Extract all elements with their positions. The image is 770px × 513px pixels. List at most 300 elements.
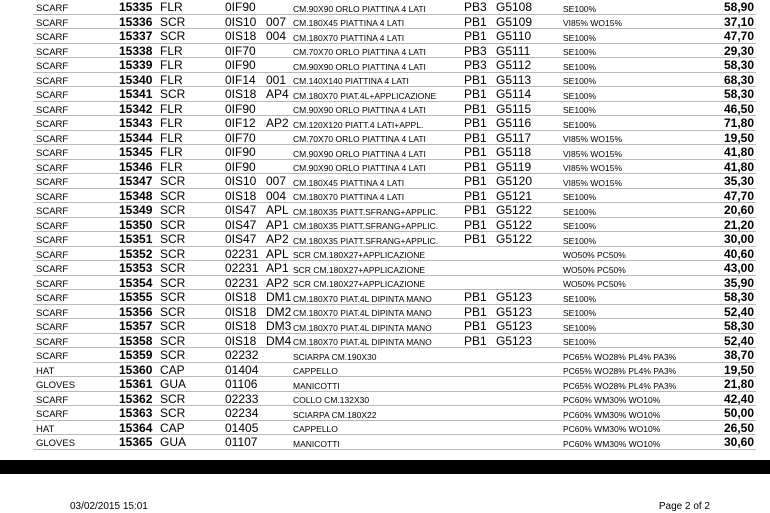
type-cell: SCR (160, 217, 186, 232)
description-cell: CM.180X70 PIAT.4L DIPINTA MANO (293, 293, 432, 304)
pb-code-cell: PB1 (464, 203, 487, 217)
variant-cell: AP2 (266, 275, 289, 290)
type-cell: SCR (160, 261, 186, 275)
price-cell: 58,90 (723, 0, 754, 14)
type-cell: SCR (160, 333, 186, 348)
item-number-cell: 15356 (119, 304, 153, 319)
type-cell: CAP (160, 420, 185, 435)
composition-cell: SE100% (563, 221, 597, 231)
description-cell: CAPPELLO (293, 366, 338, 376)
price-cell: 41,80 (723, 159, 754, 174)
composition-cell: SE100% (563, 61, 597, 72)
type-cell: SCR (160, 304, 186, 319)
pb-code-cell: PB1 (464, 145, 487, 159)
category-cell: SCARF (36, 3, 69, 14)
type-cell: FLR (160, 116, 183, 130)
variant-cell: 004 (266, 188, 287, 203)
type-cell: SCR (160, 246, 186, 261)
variant-cell: AP4 (266, 87, 289, 101)
model-code-cell: 0IF70 (225, 43, 256, 58)
variant-cell: AP2 (266, 232, 289, 246)
table-row (0, 435, 770, 450)
composition-cell: SE100% (563, 105, 597, 115)
description-cell: CM.180X45 PIATTINA 4 LATI (293, 18, 405, 28)
page-divider (0, 460, 770, 474)
table-row (0, 116, 770, 131)
type-cell: FLR (160, 0, 183, 14)
item-number-cell: 15350 (119, 217, 153, 232)
variant-cell: DM4 (266, 333, 292, 348)
g-code-cell: G5123 (496, 290, 533, 304)
type-cell: SCR (160, 29, 186, 43)
type-cell: FLR (160, 43, 183, 58)
variant-cell: 004 (266, 29, 287, 43)
composition-cell: PC65% WO28% PL4% PA3% (563, 351, 677, 362)
description-cell: CM.90X90 ORLO PIATTINA 4 LATI (293, 163, 426, 173)
description-cell: CM.90X90 ORLO PIATTINA 4 LATI (293, 105, 426, 115)
pb-code-cell: PB3 (464, 43, 487, 58)
pb-code-cell: PB1 (464, 333, 487, 348)
model-code-cell: 0IF90 (225, 145, 256, 159)
g-code-cell: G5119 (496, 159, 532, 174)
description-cell: CM.180X70 PIATTINA 4 LATI (293, 32, 405, 43)
model-code-cell: 02231 (225, 275, 259, 290)
pb-code-cell: PB1 (464, 14, 487, 29)
item-number-cell: 15362 (119, 391, 153, 406)
price-cell: 37,10 (723, 14, 754, 29)
price-cell: 30,00 (723, 232, 754, 246)
composition-cell: PC60% WM30% WO10% (563, 438, 661, 449)
pb-code-cell: PB1 (464, 217, 487, 232)
type-cell: FLR (160, 130, 183, 145)
item-number-cell: 15358 (119, 333, 153, 348)
g-code-cell: G5117 (496, 130, 532, 145)
category-cell: SCARF (36, 148, 69, 159)
item-number-cell: 15361 (119, 377, 153, 391)
price-cell: 19,50 (723, 362, 754, 377)
pb-code-cell: PB1 (464, 87, 487, 101)
item-number-cell: 15365 (119, 435, 153, 449)
category-cell: SCARF (36, 61, 69, 72)
model-code-cell: 0IS10 (225, 14, 257, 29)
variant-cell: DM1 (266, 290, 292, 304)
variant-cell: DM3 (266, 319, 292, 333)
composition-cell: VI85% WO15% (563, 134, 623, 144)
composition-cell: PC65% WO28% PL4% PA3% (563, 380, 677, 391)
type-cell: SCR (160, 319, 186, 333)
item-number-cell: 15352 (119, 246, 153, 261)
description-cell: CM.180X70 PIAT.4L DIPINTA MANO (293, 308, 432, 318)
price-cell: 50,00 (723, 406, 754, 420)
composition-cell: SE100% (563, 235, 597, 246)
table-row (0, 406, 770, 421)
item-number-cell: 15347 (119, 174, 153, 188)
composition-cell: SE100% (563, 308, 597, 318)
model-code-cell: 0IS18 (225, 87, 257, 101)
variant-cell: AP2 (266, 116, 289, 130)
category-cell: SCARF (36, 264, 69, 275)
description-cell: SCR CM.180X27+APPLICAZIONE (293, 250, 426, 260)
description-cell: SCR CM.180X27+APPLICAZIONE (293, 279, 426, 289)
table-row (0, 174, 770, 189)
description-cell: SCIARPA CM.190X30 (293, 351, 377, 362)
composition-cell: SE100% (563, 322, 597, 333)
pb-code-cell: PB1 (464, 290, 487, 304)
model-code-cell: 01404 (225, 362, 259, 377)
table-row (0, 247, 770, 262)
model-code-cell: 01405 (225, 420, 259, 435)
variant-cell: 007 (266, 174, 287, 188)
composition-cell: SE100% (563, 293, 597, 304)
table-row (0, 276, 770, 291)
g-code-cell: G5112 (496, 58, 532, 72)
table-row (0, 261, 770, 276)
price-cell: 47,70 (723, 188, 754, 203)
category-cell: SCARF (36, 133, 69, 145)
description-cell: CM.70X70 ORLO PIATTINA 4 LATI (293, 47, 426, 57)
composition-cell: PC60% WM30% WO10% (563, 409, 661, 420)
composition-cell: SE100% (563, 119, 597, 130)
table-row (0, 29, 770, 44)
table-row (0, 305, 770, 320)
model-code-cell: 0IS47 (225, 217, 257, 232)
description-cell: CM.90X90 ORLO PIATTINA 4 LATI (293, 61, 426, 72)
composition-cell: VI85% WO15% (563, 18, 623, 28)
category-cell: SCARF (36, 32, 69, 43)
table-row (0, 203, 770, 218)
composition-cell: WO50% PC50% (563, 264, 626, 275)
category-cell: GLOVES (36, 380, 76, 391)
category-cell: SCARF (36, 191, 69, 203)
item-number-cell: 15346 (119, 159, 153, 174)
table-row (0, 160, 770, 175)
model-code-cell: 0IS47 (225, 203, 257, 217)
table-row (0, 44, 770, 59)
category-cell: SCARF (36, 90, 69, 101)
price-cell: 46,50 (723, 101, 754, 116)
model-code-cell: 0IF90 (225, 101, 256, 116)
item-number-cell: 15335 (119, 0, 153, 14)
category-cell: SCARF (36, 307, 69, 319)
pb-code-cell: PB1 (464, 101, 487, 116)
model-code-cell: 0IS18 (225, 188, 257, 203)
category-cell: SCARF (36, 249, 69, 261)
model-code-cell: 02231 (225, 246, 259, 261)
pb-code-cell: PB1 (464, 159, 487, 174)
category-cell: SCARF (36, 220, 69, 232)
item-number-cell: 15342 (119, 101, 153, 116)
description-cell: CM.90X90 ORLO PIATTINA 4 LATI (293, 148, 426, 159)
g-code-cell: G5115 (496, 101, 532, 116)
price-cell: 58,30 (723, 87, 754, 101)
description-cell: CAPPELLO (293, 424, 338, 434)
description-cell: CM.180X35 PIATT.SFRANG+APPLIC. (293, 206, 439, 217)
item-number-cell: 15336 (119, 14, 153, 29)
table-row (0, 319, 770, 334)
model-code-cell: 0IS18 (225, 304, 257, 319)
table-row (0, 232, 770, 247)
price-cell: 58,30 (723, 319, 754, 333)
price-cell: 26,50 (723, 420, 754, 435)
model-code-cell: 0IS18 (225, 290, 257, 304)
variant-cell: AP1 (266, 261, 289, 275)
model-code-cell: 01106 (225, 377, 258, 391)
item-number-cell: 15340 (119, 72, 153, 87)
model-code-cell: 0IF14 (225, 72, 256, 87)
category-cell: SCARF (36, 293, 69, 304)
table-row (0, 15, 770, 30)
description-cell: CM.180X35 PIATT.SFRANG+APPLIC. (293, 221, 439, 231)
type-cell: SCR (160, 203, 186, 217)
category-cell: SCARF (36, 119, 69, 130)
type-cell: FLR (160, 72, 183, 87)
composition-cell: VI85% WO15% (563, 177, 623, 188)
pb-code-cell: PB1 (464, 304, 487, 319)
item-number-cell: 15364 (119, 420, 153, 435)
composition-cell: SE100% (563, 32, 597, 43)
model-code-cell: 0IF90 (225, 0, 256, 14)
table-row (0, 0, 770, 15)
composition-cell: SE100% (563, 192, 597, 202)
pb-code-cell: PB1 (464, 174, 487, 188)
variant-cell: APL (266, 203, 289, 217)
model-code-cell: 0IF90 (225, 58, 256, 72)
variant-cell: DM2 (266, 304, 292, 319)
item-number-cell: 15344 (119, 130, 153, 145)
pb-code-cell: PB1 (464, 232, 487, 246)
type-cell: FLR (160, 159, 183, 174)
item-number-cell: 15363 (119, 406, 153, 420)
price-cell: 52,40 (723, 304, 754, 319)
price-cell: 58,30 (723, 290, 754, 304)
category-cell: HAT (36, 423, 55, 435)
pb-code-cell: PB1 (464, 319, 487, 333)
price-cell: 21,80 (723, 377, 754, 391)
description-cell: COLLO CM.132X30 (293, 395, 370, 405)
category-cell: SCARF (36, 322, 69, 333)
item-number-cell: 15338 (119, 43, 153, 58)
type-cell: FLR (160, 145, 183, 159)
model-code-cell: 02232 (225, 348, 259, 362)
category-cell: HAT (36, 365, 55, 377)
table-row (0, 73, 770, 88)
model-code-cell: 02233 (225, 391, 259, 406)
table-row (0, 363, 770, 378)
variant-cell: APL (266, 246, 289, 261)
price-cell: 21,20 (723, 217, 754, 232)
category-cell: SCARF (36, 351, 69, 362)
model-code-cell: 0IF90 (225, 159, 256, 174)
pb-code-cell: PB1 (464, 29, 487, 43)
g-code-cell: G5123 (496, 304, 533, 319)
description-cell: CM.180X45 PIATTINA 4 LATI (293, 177, 405, 188)
g-code-cell: G5122 (496, 232, 533, 246)
pb-code-cell: PB3 (464, 58, 487, 72)
type-cell: SCR (160, 290, 186, 304)
item-number-cell: 15337 (119, 29, 153, 43)
description-cell: SCR CM.180X27+APPLICAZIONE (293, 264, 426, 275)
category-cell: SCARF (36, 394, 69, 406)
item-number-cell: 15354 (119, 275, 153, 290)
price-cell: 71,80 (723, 116, 754, 130)
item-number-cell: 15345 (119, 145, 153, 159)
category-cell: SCARF (36, 46, 69, 58)
category-cell: SCARF (36, 104, 69, 116)
g-code-cell: G5108 (496, 0, 533, 14)
model-code-cell: 0IF12 (225, 116, 256, 130)
item-number-cell: 15349 (119, 203, 153, 217)
model-code-cell: 0IF70 (225, 130, 256, 145)
category-cell: SCARF (36, 75, 69, 87)
description-cell: CM.180X70 PIAT.4L DIPINTA MANO (293, 337, 432, 347)
category-cell: SCARF (36, 278, 69, 290)
price-cell: 58,30 (723, 58, 754, 72)
type-cell: SCR (160, 232, 186, 246)
pb-code-cell: PB1 (464, 72, 487, 87)
g-code-cell: G5109 (496, 14, 533, 29)
composition-cell: WO50% PC50% (563, 250, 626, 260)
description-cell: CM.180X35 PIATT.SFRANG+APPLIC. (293, 235, 439, 246)
type-cell: SCR (160, 275, 186, 290)
pb-code-cell: PB3 (464, 0, 487, 14)
price-cell: 43,00 (723, 261, 754, 275)
item-number-cell: 15359 (119, 348, 153, 362)
g-code-cell: G5123 (496, 319, 533, 333)
type-cell: SCR (160, 87, 186, 101)
item-number-cell: 15341 (119, 87, 153, 101)
g-code-cell: G5114 (496, 87, 532, 101)
composition-cell: PC60% WM30% WO10% (563, 424, 661, 434)
g-code-cell: G5116 (496, 116, 532, 130)
model-code-cell: 0IS10 (225, 174, 257, 188)
variant-cell: AP1 (266, 217, 289, 232)
description-cell: SCIARPA CM.180X22 (293, 409, 377, 420)
price-cell: 35,30 (723, 174, 754, 188)
type-cell: CAP (160, 362, 185, 377)
composition-cell: SE100% (563, 47, 597, 57)
price-cell: 41,80 (723, 145, 754, 159)
g-code-cell: G5122 (496, 217, 533, 232)
composition-cell: WO50% PC50% (563, 279, 626, 289)
page-number: Page 2 of 2 (658, 501, 710, 512)
price-cell: 35,90 (723, 275, 754, 290)
table-row (0, 218, 770, 233)
type-cell: SCR (160, 406, 186, 420)
type-cell: GUA (160, 377, 187, 391)
category-cell: SCARF (36, 177, 69, 188)
table-row (0, 392, 770, 407)
price-cell: 20,60 (723, 203, 754, 217)
item-number-cell: 15348 (119, 188, 153, 203)
type-cell: SCR (160, 188, 186, 203)
item-number-cell: 15357 (119, 319, 153, 333)
description-cell: CM.180X70 PIAT.4L+APPLICAZIONE (293, 90, 437, 101)
type-cell: SCR (160, 14, 186, 29)
page-footer (0, 474, 770, 513)
table-row (0, 290, 770, 305)
type-cell: SCR (160, 174, 186, 188)
table-row (0, 102, 770, 117)
g-code-cell: G5113 (496, 72, 532, 87)
g-code-cell: G5118 (496, 145, 532, 159)
item-number-cell: 15339 (119, 58, 153, 72)
description-cell: CM.140X140 PIATTINA 4 LATI (293, 76, 409, 86)
table-row (0, 189, 770, 204)
price-cell: 47,70 (723, 29, 754, 43)
type-cell: FLR (160, 101, 183, 116)
table-row (0, 87, 770, 102)
description-cell: MANICOTTI (293, 380, 340, 391)
g-code-cell: G5120 (496, 174, 533, 188)
description-cell: CM.90X90 ORLO PIATTINA 4 LATI (293, 3, 426, 14)
table-row (0, 58, 770, 73)
composition-cell: PC65% WO28% PL4% PA3% (563, 366, 677, 376)
type-cell: FLR (160, 58, 183, 72)
model-code-cell: 0IS18 (225, 319, 257, 333)
price-cell: 30,60 (723, 435, 754, 449)
price-cell: 40,60 (723, 246, 754, 261)
model-code-cell: 0IS18 (225, 29, 257, 43)
variant-cell: 001 (266, 72, 287, 87)
composition-cell: SE100% (563, 337, 597, 347)
table-row (0, 145, 770, 160)
g-code-cell: G5110 (496, 29, 532, 43)
g-code-cell: G5123 (496, 333, 533, 348)
pb-code-cell: PB1 (464, 188, 487, 203)
item-number-cell: 15343 (119, 116, 153, 130)
item-number-cell: 15353 (119, 261, 153, 275)
model-code-cell: 0IS18 (225, 333, 257, 348)
description-cell: CM.180X70 PIATTINA 4 LATI (293, 192, 405, 202)
type-cell: SCR (160, 348, 186, 362)
model-code-cell: 0IS47 (225, 232, 257, 246)
description-cell: CM.180X70 PIAT.4L DIPINTA MANO (293, 322, 432, 333)
g-code-cell: G5121 (496, 188, 533, 203)
price-cell: 68,30 (723, 72, 754, 87)
composition-cell: VI85% WO15% (563, 148, 623, 159)
item-number-cell: 15360 (119, 362, 153, 377)
table-row (0, 421, 770, 436)
pb-code-cell: PB1 (464, 130, 487, 145)
category-cell: SCARF (36, 235, 69, 246)
table-row (0, 334, 770, 349)
price-cell: 52,40 (723, 333, 754, 348)
model-code-cell: 01107 (225, 435, 258, 449)
composition-cell: SE100% (563, 90, 597, 101)
price-cell: 19,50 (723, 130, 754, 145)
table-row (0, 348, 770, 363)
category-cell: GLOVES (36, 438, 76, 449)
category-cell: SCARF (36, 162, 69, 174)
category-cell: SCARF (36, 17, 69, 29)
model-code-cell: 02231 (225, 261, 259, 275)
variant-cell: 007 (266, 14, 287, 29)
g-code-cell: G5111 (496, 43, 531, 58)
price-cell: 38,70 (723, 348, 754, 362)
price-cell: 42,40 (723, 391, 754, 406)
type-cell: SCR (160, 391, 186, 406)
item-number-cell: 15351 (119, 232, 153, 246)
pb-code-cell: PB1 (464, 116, 487, 130)
table-row (0, 377, 770, 392)
print-date: 03/02/2015 15:01 (70, 501, 148, 512)
description-cell: CM.120X120 PIATT.4 LATI+APPL. (293, 119, 424, 130)
item-number-cell: 15355 (119, 290, 153, 304)
description-cell: CM.70X70 ORLO PIATTINA 4 LATI (293, 134, 426, 144)
table-row (0, 131, 770, 146)
g-code-cell: G5122 (496, 203, 533, 217)
composition-cell: SE100% (563, 3, 597, 14)
